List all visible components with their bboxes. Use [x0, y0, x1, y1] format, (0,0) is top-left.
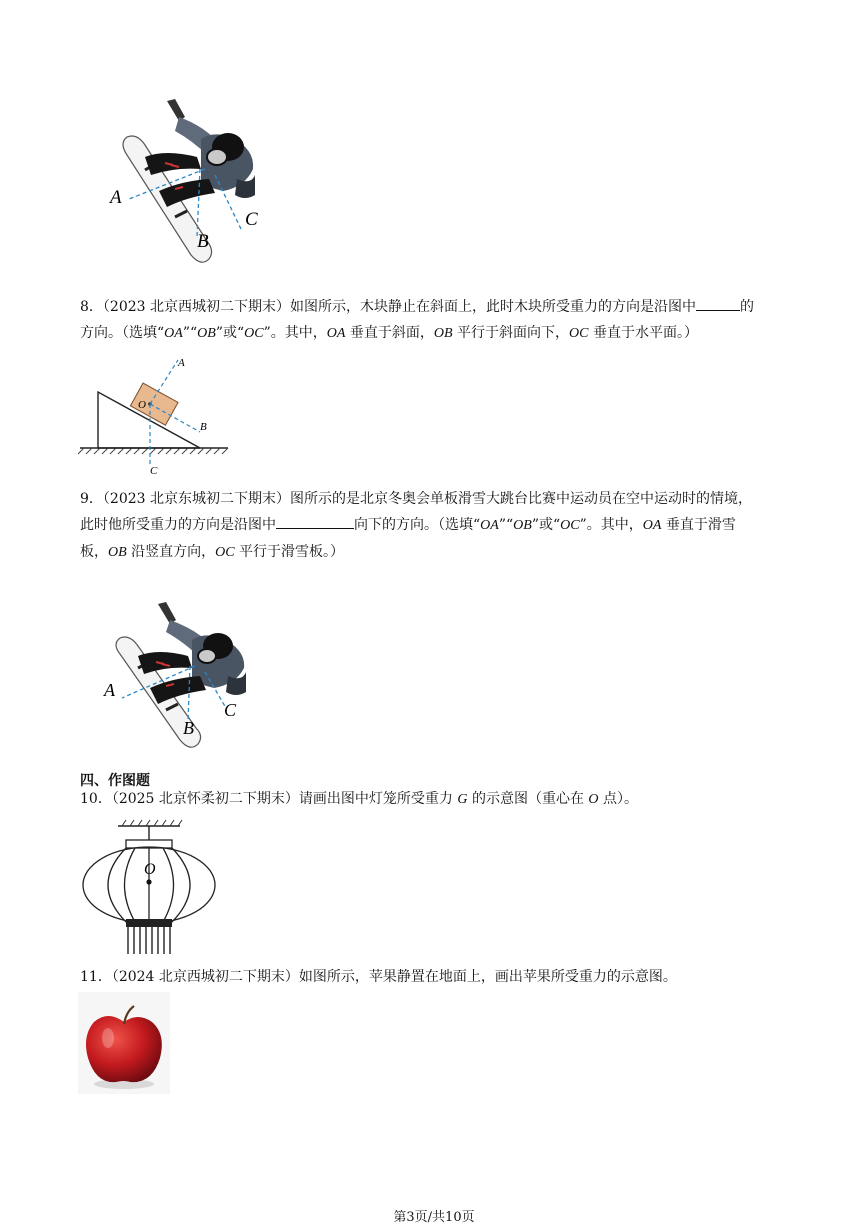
apple [86, 1016, 162, 1082]
q8-sep1: ”“ [182, 325, 198, 341]
lantern-body [83, 847, 215, 923]
label-c: C [224, 700, 237, 720]
q10-source: （2025 北京怀柔初二下期末） [111, 791, 299, 807]
q10-text-b: 的示意图（重心在 [467, 791, 589, 807]
label-b: B [183, 718, 194, 738]
q9-sep1: ”“ [498, 517, 514, 533]
q9-source: （2023 北京东城初二下期末） [102, 491, 291, 507]
q9-oa: OA [642, 518, 662, 533]
q8-opt3: OC [244, 326, 264, 341]
label-c: C [245, 209, 258, 230]
q10-number: 10． [80, 791, 112, 807]
question-10 [80, 786, 792, 813]
q8-oa-desc: 垂直于斜面， [345, 325, 434, 341]
q9-text-b: 此时他所受重力的方向是沿图中 [80, 517, 276, 533]
q8-answer-blank[interactable] [696, 296, 740, 311]
q9-text-e: 板， [80, 544, 108, 560]
q11-source: （2024 北京西城初二下期末） [111, 969, 299, 985]
q8-oc-desc: 垂直于水平面。） [588, 325, 698, 341]
center-of-gravity-point [146, 879, 151, 884]
page-footer: 第3页/共10页 [393, 1210, 475, 1225]
q9-oc: OC [215, 545, 235, 560]
section-heading: 四、作图题 [80, 773, 150, 789]
q10-o: O [588, 792, 599, 807]
q9-text-c: 向下的方向。（选填“ [354, 517, 481, 533]
q9-sep2: ”或“ [531, 517, 561, 533]
q9-ob: OB [108, 545, 127, 560]
q8-text-d: ”。其中， [263, 325, 327, 341]
label-a: A [110, 187, 122, 208]
lantern-label-o: O [144, 861, 156, 878]
q9-ob-desc: 沿竖直方向， [126, 544, 216, 560]
incline-label-a: A [178, 357, 185, 369]
q8-text-b: 的 [740, 299, 755, 315]
q10-g: G [457, 792, 468, 807]
q8-number: 8． [80, 299, 103, 315]
snowboarder-figure-q9 [100, 600, 270, 755]
q9-opt2: OB [513, 518, 532, 533]
q11-text: 如图所示，苹果静置在地面上，画出苹果所受重力的示意图。 [298, 969, 677, 985]
q8-ob: OB [433, 326, 453, 341]
question-11 [80, 964, 792, 990]
incline-label-b: B [200, 421, 207, 433]
label-a: A [104, 680, 115, 700]
snowboarder-figure-top [105, 95, 275, 270]
q9-oc-desc: 平行于滑雪板。） [234, 544, 345, 560]
q8-opt1: OA [164, 326, 183, 341]
q10-text-c: 点）。 [598, 791, 638, 807]
q10-text-a: 请画出图中灯笼所受重力 [298, 791, 458, 807]
q8-source: （2023 北京西城初二下期末） [102, 299, 291, 315]
apple-figure [78, 992, 170, 1094]
incline-label-o: O [138, 399, 146, 411]
q9-opt3: OC [560, 518, 580, 533]
snowboarder [138, 602, 246, 704]
q8-sep2: ”或“ [215, 325, 245, 341]
q9-oa-desc: 垂直于滑雪 [661, 517, 736, 533]
incline-figure [78, 352, 238, 477]
q8-ob-desc: 平行于斜面向下， [452, 325, 570, 341]
q8-oc: OC [569, 326, 589, 341]
lantern-figure [80, 818, 220, 958]
q8-oa: OA [326, 326, 346, 341]
q9-text-a: 图所示的是北京冬奥会单板滑雪大跳台比赛中运动员在空中运动时的情境， [290, 491, 753, 507]
q8-text-c: 方向。（选填“ [80, 325, 165, 341]
q9-line-ob [188, 666, 190, 722]
q8-opt2: OB [197, 326, 216, 341]
q8-text-a: 如图所示，木块静止在斜面上，此时木块所受重力的方向是沿图中 [290, 299, 697, 315]
q9-number: 9． [80, 491, 103, 507]
question-9 [80, 486, 792, 566]
snowboarder [145, 99, 255, 207]
q11-number: 11． [80, 969, 112, 985]
q9-opt1: OA [480, 518, 499, 533]
label-b: B [197, 231, 209, 252]
q9-answer-blank[interactable] [276, 514, 354, 529]
question-8 [80, 294, 792, 347]
incline-label-c: C [150, 465, 158, 477]
q9-text-d: ”。其中， [579, 517, 643, 533]
